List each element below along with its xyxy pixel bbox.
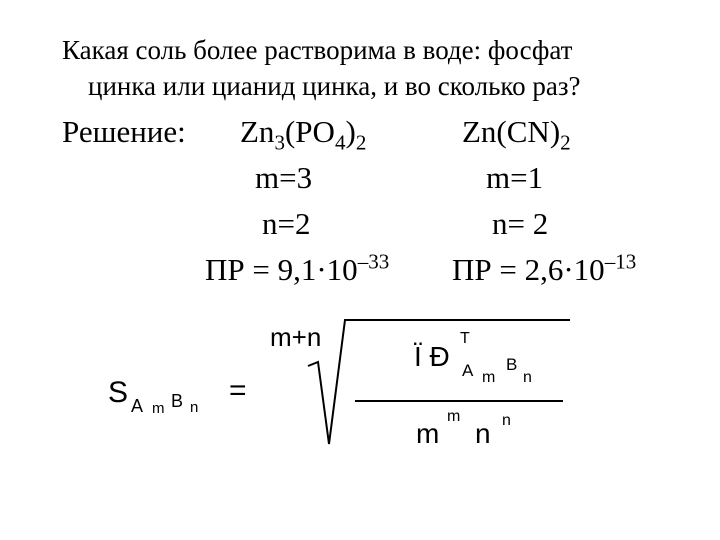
formula-lhs-s: S	[108, 376, 129, 409]
compound-1-base: Zn	[240, 114, 275, 149]
compound-2-pr-exponent: –13	[604, 249, 637, 274]
compound-2-pr-value: ПР = 2,6·10	[452, 252, 605, 287]
compound-1-sub3: 2	[355, 130, 367, 155]
formula-lhs-b: B	[171, 391, 184, 411]
compound-2-n: n= 2	[492, 206, 549, 241]
question-line-2: цинка или цианид цинка, и во сколько раз?	[88, 71, 581, 101]
formula-lhs-a: A	[131, 396, 144, 416]
formula-denominator-m-exp: m	[447, 408, 461, 425]
question-line-1: Какая соль более растворима в воде: фосфат	[62, 35, 573, 65]
compound-1-sub2: 4	[334, 130, 346, 155]
compound-1-mid: (PO	[284, 114, 335, 149]
formula-numerator-t: T	[460, 330, 470, 347]
compound-1-m: m=3	[255, 160, 313, 195]
formula-numerator-main: Ï Ð	[414, 341, 450, 372]
solution-label: Решение:	[62, 114, 186, 149]
formula-lhs-m: m	[152, 400, 165, 417]
formula-numerator-a: A	[462, 361, 474, 380]
formula-equals: =	[229, 374, 247, 407]
compound-1-pr-exponent: –33	[357, 249, 390, 274]
formula-root-index: m+n	[270, 322, 322, 352]
compound-1-n: n=2	[262, 206, 311, 241]
formula-lhs-n: n	[190, 399, 199, 416]
formula-denominator-m: m	[416, 418, 440, 449]
formula-numerator-m: m	[482, 369, 496, 386]
formula-denominator-n-exp: n	[502, 412, 511, 429]
formula-denominator-n: n	[475, 418, 491, 449]
compound-2-base: Zn(CN)	[462, 114, 561, 149]
formula-numerator-n: n	[523, 369, 532, 386]
compound-1-pr-value: ПР = 9,1·10	[205, 252, 358, 287]
formula-numerator-b: B	[506, 355, 518, 374]
compound-2-sub1: 2	[560, 130, 571, 155]
compound-2-m: m=1	[486, 160, 544, 195]
compound-1-close: )	[345, 114, 356, 149]
compound-1-sub1: 3	[274, 130, 285, 155]
